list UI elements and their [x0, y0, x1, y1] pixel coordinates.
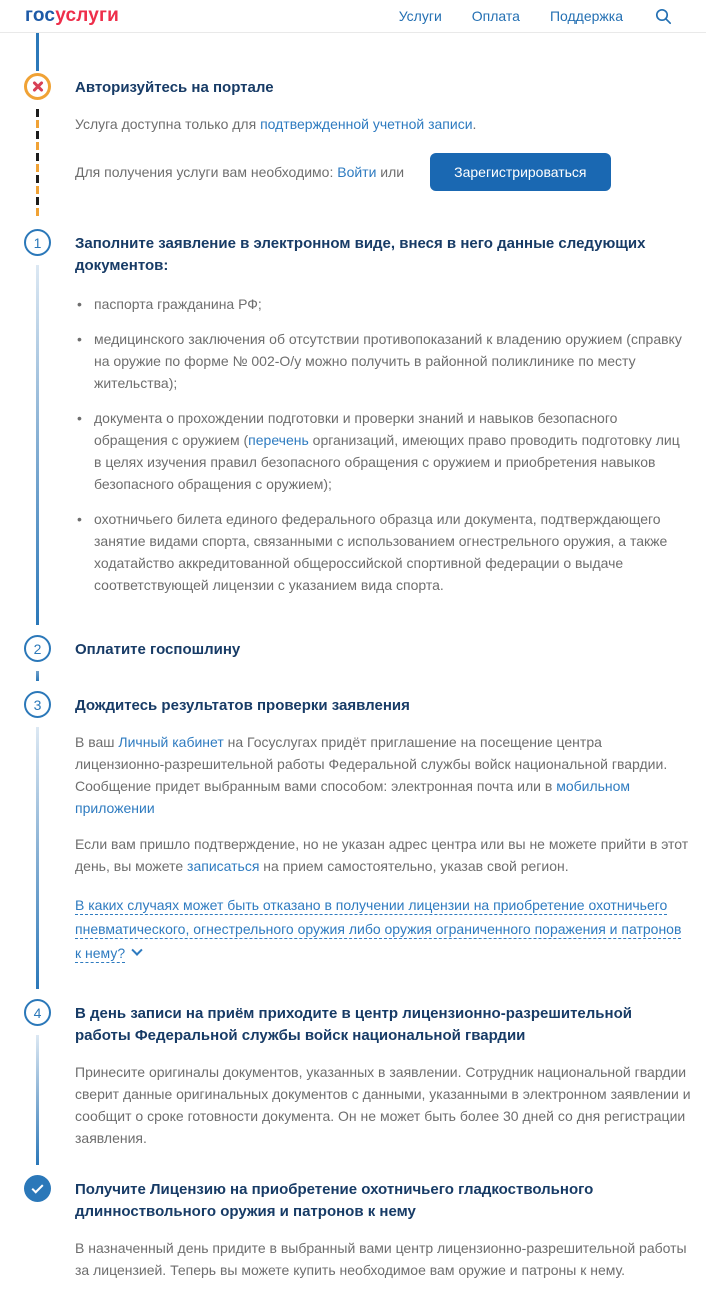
- connector-end: [36, 1211, 39, 1297]
- step-1-title: Заполните заявление в электронном виде, внеся в него данные следующих документов:: [75, 235, 646, 274]
- auth-need-text: Для получения услуги вам необходимо: Войти или: [75, 164, 405, 180]
- gosuslugi-logo[interactable]: [25, 5, 119, 27]
- refusal-cases-expander: [75, 893, 691, 965]
- step-3-number-badge: 3: [24, 691, 51, 718]
- step-3-title: Дождитесь результатов проверки заявления: [75, 697, 410, 714]
- register-button[interactable]: Зарегистрироваться: [430, 153, 610, 191]
- step-final-rail: [0, 1175, 75, 1307]
- logo-part-blue: гос: [25, 5, 56, 26]
- header-nav: [399, 8, 672, 25]
- refusal-cases-link[interactable]: В каких случаях может быть отказано в получении лицензии на приобретение охотничьего пневматического, огнестрельного оружия либо оружия ограниченного поражения и патронов к нему?: [75, 897, 682, 961]
- check-icon: [31, 1181, 43, 1193]
- nav-item-payment[interactable]: Оплата: [471, 8, 520, 24]
- step-2-rail: [0, 635, 75, 691]
- check-circle-icon: [24, 1175, 51, 1202]
- connector-line: [36, 1035, 39, 1165]
- login-link[interactable]: Войти: [337, 164, 377, 180]
- nav-item-support[interactable]: Поддержка: [549, 8, 623, 24]
- step-authorize-title: Авторизуйтесь на портале: [75, 79, 274, 96]
- step-1-rail: [0, 229, 75, 635]
- hazard-connector-line: [36, 109, 39, 219]
- mobile-app-link[interactable]: мобильном приложении: [75, 778, 631, 816]
- step-3-paragraph-appointment: Если вам пришло подтверждение, но не указан адрес центра или вы не можете прийти в этот день, вы можете записаться на прием самостоятельно, указав свой регион.: [75, 836, 689, 874]
- step-4-visit-center: [0, 999, 706, 1175]
- step-4-title: В день записи на приём приходите в центр лицензионно-разрешительной работы Федеральной службы войск национальной гвардии: [75, 1005, 632, 1044]
- step-final-title: Получите Лицензию на приобретение охотничьего гладкоствольного длинноствольного оружия и патронов к нему: [75, 1181, 594, 1220]
- nav-item-services[interactable]: Услуги: [398, 8, 442, 24]
- step-final-body: В назначенный день придите в выбранный вами центр лицензионно-разрешительной работы за лицензией. Теперь вы можете купить необходимое вам оружие и патроны к нему.: [75, 1240, 687, 1278]
- step-2-pay-fee: [0, 635, 706, 691]
- documents-list: [75, 293, 691, 596]
- service-steps-timeline: [0, 33, 706, 1307]
- step-authorize-rail: [0, 73, 75, 229]
- step-4-rail: [0, 999, 75, 1175]
- step-3-rail: [0, 691, 75, 999]
- step-authorize: [0, 73, 706, 229]
- list-item-hunting-ticket: • охотничьего билета единого федерального образца или документа, подтверждающего занятие видами спорта, связанными с использованием огнестрельного оружия, а также ходатайство аккредитованной общероссийской спортивной федерации о выдаче соответствующей лицензии с указанием вида спорта.: [75, 508, 691, 596]
- connector-line: [36, 671, 39, 681]
- book-appointment-link[interactable]: записаться: [187, 858, 260, 874]
- step-4-body: Принесите оригиналы документов, указанных в заявлении. Сотрудник национальной гвардии сверит данные оригинальных документов с данными, указанными в электронном заявлении и сообщит о сроке готовности документа. Он не может быть более 30 дней со дня регистрации заявления.: [75, 1064, 691, 1146]
- chevron-down-icon[interactable]: [131, 945, 142, 956]
- step-3-paragraph-invitation: В ваш Личный кабинет на Госуслугах придёт приглашение на посещение центра лицензионно-разрешительной работы Федеральной службы войск национальной гвардии. Сообщение придет выбранным вами способом: электронная почта или в мобильном приложении: [75, 734, 668, 816]
- confirmed-account-link[interactable]: подтвержденной учетной записи: [260, 116, 473, 132]
- x-icon: [31, 80, 44, 93]
- auth-actions-row: [75, 153, 611, 191]
- not-authorized-icon: [24, 73, 51, 100]
- step-4-number-badge: 4: [24, 999, 51, 1026]
- list-item-training: • документа о прохождении подготовки и проверки знаний и навыков безопасного обращения с оружием (перечень организаций, имеющих право проводить подготовку лиц в целях изучения правил безопасного обращения с оружием и приобретения навыков безопасного обращения с оружием);: [75, 407, 691, 495]
- step-final-get-license: [0, 1175, 706, 1307]
- step-1-number-badge: 1: [24, 229, 51, 256]
- logo-part-red: услуги: [55, 5, 120, 26]
- step-2-number-badge: 2: [24, 635, 51, 662]
- connector-line: [36, 265, 39, 625]
- timeline-top-line: [36, 33, 39, 71]
- auth-availability-text: Услуга доступна только для подтвержденной учетной записи.: [75, 116, 477, 132]
- personal-cabinet-link[interactable]: Личный кабинет: [118, 734, 224, 750]
- organizations-list-link[interactable]: перечень: [248, 432, 309, 448]
- step-2-title: Оплатите госпошлину: [75, 641, 241, 658]
- step-3-wait-results: [0, 691, 706, 999]
- list-item-medical: • медицинского заключения об отсутствии противопоказаний к владению оружием (справку на оружие по форме № 002-О/у можно получить в районной поликлинике по месту жительства);: [75, 328, 691, 394]
- connector-line: [36, 727, 39, 989]
- step-1-fill-application: [0, 229, 706, 635]
- list-item-passport: • паспорта гражданина РФ;: [75, 293, 691, 315]
- site-header: [0, 0, 706, 33]
- search-icon[interactable]: [655, 8, 672, 25]
